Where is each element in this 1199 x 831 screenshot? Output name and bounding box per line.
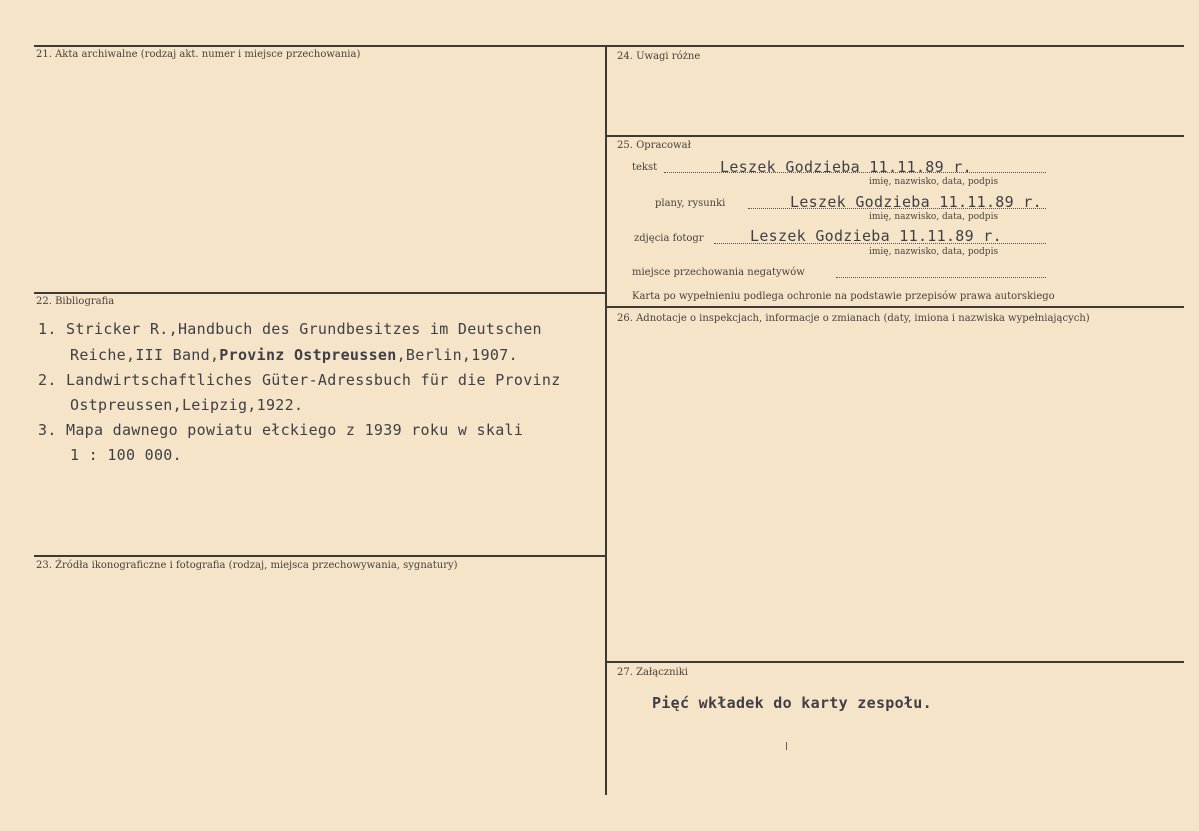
bibliography-line-3: 2. Landwirtschaftliches Güter-Adressbuch für die Provinz: [38, 371, 561, 389]
section-22-label: 22. Bibliografia: [36, 296, 115, 307]
copyright-note: Karta po wypełnieniu podlega ochronie na podstawie przepisów prawa autorskiego: [632, 291, 1055, 302]
rule-26-27: [607, 661, 1184, 663]
rule-21-22: [34, 292, 607, 294]
rule-22-23: [34, 555, 607, 557]
plany-label: plany, rysunki: [655, 198, 726, 209]
bibliography-line-4: Ostpreussen,Leipzig,1922.: [70, 396, 304, 414]
section-21-label: 21. Akta archiwalne (rodzaj akt. numer i miejsce przechowania): [36, 49, 361, 60]
negatywy-dotted-line: [836, 277, 1046, 278]
section-23-label: 23. Źródła ikonograficzne i fotografia (rodzaj, miejsca przechowywania, sygnatury): [36, 560, 458, 571]
section-27-label: 27. Załączniki: [617, 667, 688, 678]
bibliography-line-5: 3. Mapa dawnego powiatu ełckiego z 1939 roku w skali: [38, 421, 524, 439]
plany-caption: imię, nazwisko, data, podpis: [869, 212, 999, 222]
tekst-value: Leszek Godzieba 11.11.89 r.: [720, 158, 972, 176]
rule-25-26: [607, 306, 1184, 308]
section-24-label: 24. Uwagi różne: [617, 51, 701, 62]
zdjecia-value: Leszek Godzieba 11.11.89 r.: [750, 227, 1002, 245]
bibliography-line-1: 1. Stricker R.,Handbuch des Grundbesitzes im Deutschen: [38, 320, 542, 338]
negatywy-label: miejsce przechowania negatywów: [632, 267, 805, 278]
attachments-value: Pięć wkładek do karty zespołu.: [652, 694, 932, 712]
rule-24-25: [607, 135, 1184, 137]
pen-mark: [786, 742, 787, 750]
bibliography-line-6: 1 : 100 000.: [70, 446, 182, 464]
section-26-label: 26. Adnotacje o inspekcjach, informacje o zmianach (daty, imiona i nazwiska wypełniających): [617, 313, 1090, 324]
zdjecia-label: zdjęcia fotogr: [634, 233, 704, 244]
tekst-label: tekst: [632, 162, 658, 173]
plany-value: Leszek Godzieba 11.11.89 r.: [790, 193, 1042, 211]
center-divider: [605, 45, 607, 795]
zdjecia-caption: imię, nazwisko, data, podpis: [869, 247, 999, 257]
top-rule: [34, 45, 1184, 47]
bibliography-line-2: Reiche,III Band,Provinz Ostpreussen,Berlin,1907.: [70, 346, 518, 364]
tekst-caption: imię, nazwisko, data, podpis: [869, 177, 999, 187]
section-25-label: 25. Opracował: [617, 140, 691, 151]
